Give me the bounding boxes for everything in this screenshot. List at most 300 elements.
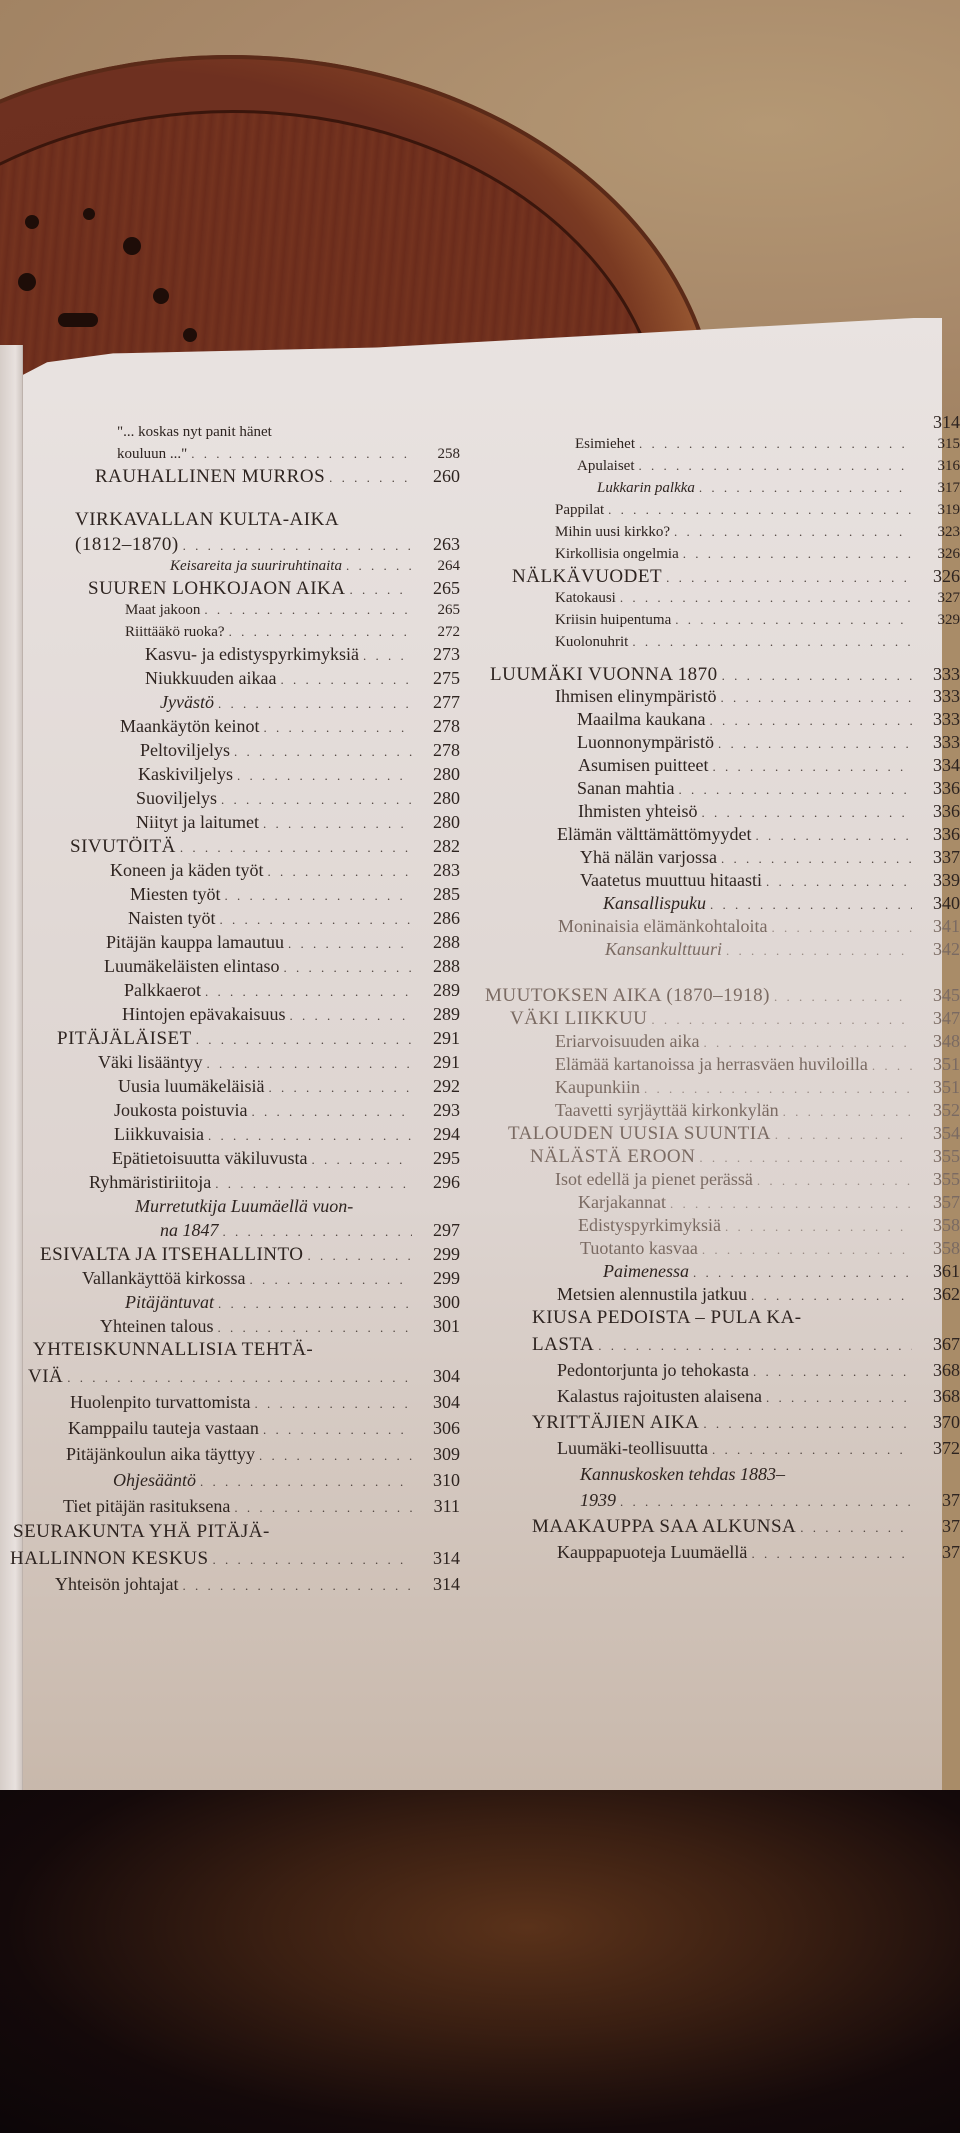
toc-entry-title: Kauppapuoteja Luumäellä: [557, 1542, 748, 1562]
dot-leader: [200, 598, 412, 622]
toc-entry: [55, 1572, 460, 1596]
toc-entry: [95, 464, 460, 488]
toc-entry: [40, 1242, 460, 1266]
toc-entry-title: Maankäytön keinot: [120, 716, 260, 736]
toc-entry-title: Tiet pitäjän rasituksena: [63, 1496, 231, 1516]
book-gutter: [0, 345, 23, 1795]
toc-entry-page: 333: [933, 686, 960, 706]
toc-entry-page: 323: [937, 524, 960, 540]
toc-entry-title: Niukkuuden aikaa: [145, 668, 277, 688]
toc-entry: [114, 1098, 460, 1122]
toc-entry: [578, 1190, 960, 1214]
toc-entry-title: MAAKAUPPA SAA ALKUNSA: [532, 1516, 797, 1537]
toc-entry-title: Kasvu- ja edistyspyrkimyksiä: [145, 644, 359, 664]
toc-entry-title: Yhteinen talous: [100, 1316, 214, 1336]
toc-entry: [532, 1306, 960, 1330]
toc-entry-title: Palkkaerot: [124, 980, 201, 1000]
toc-entry-page: 352: [933, 1100, 960, 1120]
toc-entry: [145, 666, 460, 690]
toc-entry-title: Lukkarin palkka: [597, 480, 695, 496]
toc-entry: [75, 532, 460, 556]
toc-entry-page: 291: [433, 1052, 460, 1072]
toc-entry-page: 357: [933, 1192, 960, 1212]
toc-entry-title: Pitäjän kauppa lamautuu: [106, 932, 284, 952]
toc-entry-title: KIUSA PEDOISTA – PULA KA-: [532, 1307, 802, 1328]
toc-entry: [117, 442, 460, 466]
toc-entry: [145, 642, 460, 666]
toc-entry: [577, 730, 960, 754]
toc-entry-page: 275: [433, 668, 460, 688]
dot-leader: [245, 1268, 412, 1292]
toc-entry: [106, 930, 460, 954]
toc-entry-page: 265: [437, 602, 460, 618]
toc-entry: [580, 845, 960, 869]
toc-entry-page: 297: [433, 1220, 460, 1240]
dot-leader: [192, 1028, 412, 1052]
toc-entry: [578, 1213, 960, 1237]
toc-entry: [125, 598, 460, 622]
toc-entry-title: RAUHALLINEN MURROS: [95, 466, 326, 487]
toc-entry-page: 291: [433, 1028, 460, 1048]
toc-entry: [170, 554, 460, 578]
toc-entry-page: 285: [433, 884, 460, 904]
toc-entry-page: 299: [433, 1244, 460, 1264]
toc-entry-page: 263: [433, 534, 460, 554]
toc-entry-page: 310: [433, 1470, 460, 1490]
dot-leader: [213, 1316, 412, 1340]
toc-entry-title: Taavetti syrjäyttää kirkonkylän: [555, 1100, 779, 1120]
dark-background: [0, 1790, 960, 2133]
toc-entry-title: SEURAKUNTA YHÄ PITÄJÄ-: [13, 1521, 270, 1542]
toc-entry-page: 358: [933, 1215, 960, 1235]
toc-entry-title: Suoviljelys: [136, 788, 218, 808]
toc-entry-title: Yhteisön johtajat: [55, 1574, 179, 1594]
toc-entry: [578, 753, 960, 777]
toc-entry: [70, 834, 460, 858]
toc-entry: [88, 576, 460, 600]
toc-entry: [558, 914, 960, 938]
toc-entry-title: Pitäjäntuvat: [125, 1292, 214, 1312]
toc-entry: [118, 1074, 460, 1098]
toc-entry: [98, 1050, 460, 1074]
toc-entry-title: Pitäjänkoulun aika täyttyy: [66, 1444, 255, 1464]
dot-leader: [221, 884, 413, 908]
toc-entry: [104, 954, 460, 978]
toc-entry-page: 314: [933, 412, 960, 432]
toc-entry-title: Isot edellä ja pienet perässä: [555, 1169, 753, 1189]
toc-entry-title: Sanan mahtia: [577, 778, 675, 798]
toc-entry-title: Riittääkö ruoka?: [125, 624, 225, 640]
toc-entry: [75, 508, 460, 532]
dot-leader: [359, 644, 412, 668]
toc-entry-page: 326: [937, 546, 960, 562]
toc-entry-title: Pedontorjunta jo tehokasta: [557, 1360, 749, 1380]
dot-leader: [233, 764, 412, 788]
toc-entry-title: SIVUTÖITÄ: [70, 836, 176, 857]
toc-entry-title: kouluun ...": [117, 446, 188, 462]
toc-entry-title: Karjakannat: [578, 1192, 666, 1212]
dot-leader: [594, 1334, 912, 1358]
toc-entry-page: 336: [933, 824, 960, 844]
toc-entry-page: 368: [933, 1360, 960, 1380]
toc-entry-page: 351: [933, 1054, 960, 1074]
toc-entry: [100, 1314, 460, 1338]
toc-entry-title: (1812–1870): [75, 534, 179, 555]
toc-entry: [577, 707, 960, 731]
toc-entry: [160, 690, 460, 714]
dot-leader: [216, 908, 413, 932]
toc-entry-title: Väki lisääntyy: [98, 1052, 203, 1072]
toc-entry-title: "... koskas nyt panit hänet: [117, 424, 272, 440]
toc-entry-page: 289: [433, 1004, 460, 1024]
toc-entry-page: 314: [433, 1548, 460, 1568]
wood-hole: [25, 215, 39, 229]
toc-entry: [532, 1410, 960, 1434]
toc-entry: [575, 432, 960, 456]
toc-entry-page: 358: [933, 1238, 960, 1258]
toc-entry-title: Murretutkija Luumäellä vuon-: [135, 1196, 354, 1216]
toc-entry-title: Elämän välttämättömyydet: [557, 824, 752, 844]
dot-leader: [679, 542, 912, 566]
dot-leader: [187, 442, 412, 466]
toc-entry: [113, 1468, 460, 1492]
toc-entry-title: Maailma kaukana: [577, 709, 706, 729]
toc-entry: [555, 520, 960, 544]
dot-leader: [749, 1360, 912, 1384]
toc-entry-page: 351: [933, 1077, 960, 1097]
toc-entry: [13, 1520, 460, 1544]
toc-entry-title: Mihin uusi kirkko?: [555, 524, 670, 540]
toc-entry-page: 258: [437, 446, 460, 462]
toc-entry-title: Pappilat: [555, 502, 605, 518]
toc-entry-page: 288: [433, 956, 460, 976]
dot-leader: [284, 932, 412, 956]
toc-entry-title: PITÄJÄLÄISET: [57, 1028, 192, 1049]
toc-entry-page: 336: [933, 778, 960, 798]
toc-entry: [70, 1390, 460, 1414]
toc-entry-page: 348: [933, 1031, 960, 1051]
toc-entry-page: 306: [433, 1418, 460, 1438]
toc-entry-title: Asumisen puitteet: [578, 755, 709, 775]
toc-entry-page: 292: [433, 1076, 460, 1096]
toc-entry-title: SUUREN LOHKOJAON AIKA: [88, 578, 346, 599]
toc-entry-title: Miesten työt: [130, 884, 221, 904]
dot-leader: [699, 1412, 912, 1436]
toc-entry-title: Luumäkeläisten elintaso: [104, 956, 280, 976]
toc-entry-title: Luumäki-teollisuutta: [557, 1438, 708, 1458]
toc-entry: [578, 799, 960, 823]
dot-leader: [307, 1148, 412, 1172]
toc-entry-title: Uusia luumäkeläisiä: [118, 1076, 265, 1096]
dot-leader: [230, 1496, 412, 1520]
toc-entry: [580, 868, 960, 892]
toc-entry-title: Kuolonuhrit: [555, 634, 629, 650]
toc-entry-title: LASTA: [532, 1334, 595, 1355]
toc-entry: [557, 1436, 960, 1460]
dot-leader: [747, 1542, 912, 1566]
dot-leader: [178, 1574, 412, 1598]
toc-entry-page: 329: [937, 612, 960, 628]
dot-leader: [325, 466, 412, 490]
toc-entry-title: Jyvästö: [160, 692, 214, 712]
toc-entry: [112, 1146, 460, 1170]
toc-entry: [580, 1462, 960, 1486]
toc-entry-title: Kalastus rajoitusten alaisena: [557, 1386, 762, 1406]
dot-leader: [201, 980, 412, 1004]
toc-entry-title: TALOUDEN UUSIA SUUNTIA: [508, 1123, 771, 1144]
toc-entry-title: LUUMÄKI VUONNA 1870: [490, 664, 718, 685]
dot-leader: [303, 1244, 412, 1268]
toc-entry-title: Niityt ja laitumet: [136, 812, 259, 832]
dot-leader: [217, 788, 412, 812]
toc-entry-page: 278: [433, 740, 460, 760]
toc-entry-page: 304: [433, 1392, 460, 1412]
toc-entry: [557, 1540, 960, 1564]
toc-entry-title: Koneen ja käden työt: [110, 860, 264, 880]
toc-entry-title: Apulaiset: [577, 458, 635, 474]
toc-entry-title: Vallankäyttöä kirkossa: [82, 1268, 246, 1288]
toc-entry-page: 362: [933, 1284, 960, 1304]
toc-entry-page: 311: [433, 1496, 460, 1516]
toc-entry: [555, 1167, 960, 1191]
toc-entry-page: 37: [942, 1542, 960, 1562]
toc-entry: [136, 786, 460, 810]
dot-leader: [219, 1220, 413, 1244]
dot-leader: [211, 1172, 412, 1196]
toc-entry-page: 319: [937, 502, 960, 518]
toc-entry: [555, 586, 960, 610]
toc-entry-page: 315: [937, 436, 960, 452]
toc-entry: [555, 1075, 960, 1099]
toc-entry-title: Peltoviljelys: [140, 740, 230, 760]
toc-entry: [580, 1236, 960, 1260]
dot-leader: [279, 956, 412, 980]
toc-entry-page: 37: [942, 1490, 960, 1510]
dot-leader: [762, 1386, 912, 1410]
dot-leader: [263, 860, 412, 884]
toc-entry-title: Epätietoisuutta väkiluvusta: [112, 1148, 308, 1168]
toc-entry: [470, 410, 960, 434]
toc-entry-page: 288: [433, 932, 460, 952]
toc-entry-title: Tuotanto kasvaa: [580, 1238, 698, 1258]
toc-entry-page: 280: [433, 764, 460, 784]
toc-entry-title: MUUTOKSEN AIKA (1870–1918): [485, 985, 770, 1006]
toc-entry-title: na 1847: [160, 1220, 219, 1240]
toc-entry-page: 286: [433, 908, 460, 928]
toc-entry-page: 355: [933, 1169, 960, 1189]
toc-entry: [555, 608, 960, 632]
dot-leader: [796, 1516, 912, 1540]
toc-entry-page: 334: [933, 755, 960, 775]
toc-entry-title: Metsien alennustila jatkuu: [557, 1284, 747, 1304]
toc-entry-title: VIRKAVALLAN KULTA-AIKA: [75, 509, 340, 530]
toc-entry: [580, 1488, 960, 1512]
toc-entry-page: 345: [933, 985, 960, 1005]
toc-entry: [89, 1170, 460, 1194]
toc-entry-title: Kaskiviljelys: [138, 764, 233, 784]
toc-entry-title: Luonnonympäristö: [577, 732, 714, 752]
toc-entry-page: 265: [433, 578, 460, 598]
toc-entry-title: Kriisin huipentuma: [555, 612, 672, 628]
toc-entry-page: 289: [433, 980, 460, 1000]
dot-leader: [196, 1470, 412, 1494]
toc-entry-title: 1939: [580, 1490, 616, 1510]
toc-entry-title: Maat jakoon: [125, 602, 201, 618]
toc-entry-page: 361: [933, 1261, 960, 1281]
toc-entry-title: VÄKI LIIKKUU: [510, 1008, 648, 1029]
dot-leader: [747, 1284, 912, 1308]
dot-leader: [225, 620, 412, 644]
toc-entry: [125, 620, 460, 644]
toc-entry: [128, 906, 460, 930]
toc-entry: [555, 630, 960, 654]
toc-entry-page: 260: [433, 466, 460, 486]
toc-entry: [577, 454, 960, 478]
toc-entry-title: Kannuskosken tehdas 1883–: [580, 1464, 785, 1484]
toc-entry: [555, 542, 960, 566]
dot-leader: [635, 454, 913, 478]
toc-entry: [557, 1384, 960, 1408]
toc-entry-page: 300: [433, 1292, 460, 1312]
toc-entry-title: Edistyspyrkimyksiä: [578, 1215, 721, 1235]
toc-entry: [555, 1029, 960, 1053]
toc-entry-page: 333: [933, 732, 960, 752]
dot-leader: [722, 939, 912, 963]
toc-entry-title: Kaupunkiin: [555, 1077, 640, 1097]
toc-entry: [510, 1006, 960, 1030]
toc-entry: [68, 1416, 460, 1440]
toc-entry-title: Ihmisen elinympäristö: [555, 686, 717, 706]
toc-entry: [136, 810, 460, 834]
toc-entry: [122, 1002, 460, 1026]
toc-entry: [597, 476, 960, 500]
toc-entry: [530, 1144, 960, 1168]
toc-entry: [557, 1358, 960, 1382]
dot-leader: [230, 740, 412, 764]
toc-entry-page: 272: [437, 624, 460, 640]
toc-entry: [124, 978, 460, 1002]
dot-leader: [708, 1438, 912, 1462]
toc-entry-page: 304: [433, 1366, 460, 1386]
toc-entry: [532, 1332, 960, 1356]
toc-entry-page: 283: [433, 860, 460, 880]
toc-entry-title: Liikkuvaisia: [114, 1124, 204, 1144]
toc-entry-page: 295: [433, 1148, 460, 1168]
toc-entry: [603, 1259, 960, 1283]
toc-entry: [82, 1266, 460, 1290]
dot-leader: [250, 1392, 412, 1416]
toc-entry-page: 342: [933, 939, 960, 959]
toc-entry-page: 337: [933, 847, 960, 867]
toc-entry-title: Yhä nälän varjossa: [580, 847, 717, 867]
toc-entry: [140, 738, 460, 762]
toc-entry-page: 372: [933, 1438, 960, 1458]
toc-entry: [555, 1052, 960, 1076]
dot-leader: [255, 1444, 412, 1468]
toc-entry-title: VIÄ: [28, 1366, 64, 1387]
toc-entry-title: Esimiehet: [575, 436, 635, 452]
toc-entry-page: 326: [933, 566, 960, 586]
toc-entry-title: NÄLKÄVUODET: [512, 566, 663, 587]
wood-hole: [123, 237, 141, 255]
toc-entry: [485, 983, 960, 1007]
toc-entry-title: Hintojen epävakaisuus: [122, 1004, 286, 1024]
toc-entry-title: NÄLÄSTÄ EROON: [530, 1146, 696, 1167]
toc-entry-page: 333: [933, 664, 960, 684]
toc-entry-page: 339: [933, 870, 960, 890]
toc-entry-title: ESIVALTA JA ITSEHALLINTO: [40, 1244, 304, 1265]
toc-entry-page: 293: [433, 1100, 460, 1120]
dot-leader: [342, 554, 412, 578]
toc-entry-page: 367: [933, 1334, 960, 1354]
toc-entry-page: 301: [433, 1316, 460, 1336]
toc-entry-page: 280: [433, 788, 460, 808]
toc-entry: [28, 1364, 460, 1388]
toc-entry-page: 354: [933, 1123, 960, 1143]
dot-leader: [214, 1292, 412, 1316]
toc-entry-title: Kansallispuku: [603, 893, 707, 913]
toc-entry-title: Kamppailu tauteja vastaan: [68, 1418, 259, 1438]
toc-entry: [63, 1494, 460, 1518]
toc-entry-page: 278: [433, 716, 460, 736]
toc-entry-title: Eriarvoisuuden aika: [555, 1031, 700, 1051]
toc-entry-page: 317: [937, 480, 960, 496]
dot-leader: [176, 836, 412, 860]
toc-entry-page: 296: [433, 1172, 460, 1192]
toc-entry: [110, 858, 460, 882]
wood-hole: [18, 273, 36, 291]
toc-entry: [555, 498, 960, 522]
toc-entry: [125, 1290, 460, 1314]
dot-leader: [259, 1418, 412, 1442]
toc-entry: [57, 1026, 460, 1050]
toc-entry-page: 280: [433, 812, 460, 832]
dot-leader: [695, 476, 912, 500]
dot-leader: [209, 1548, 412, 1572]
toc-entry-title: Elämää kartanoissa ja herrasväen huviloilla: [555, 1054, 868, 1074]
toc-entry-title: Ihmisten yhteisö: [578, 801, 698, 821]
toc-entry-page: 314: [433, 1574, 460, 1594]
toc-entry: [66, 1442, 460, 1466]
dot-leader: [628, 630, 912, 654]
toc-entry: [160, 1218, 460, 1242]
toc-entry: [10, 1546, 460, 1570]
dot-leader: [204, 1124, 412, 1148]
toc-entry-page: 264: [437, 558, 460, 574]
dot-leader: [248, 1100, 413, 1124]
toc-entry-title: Paimenessa: [603, 1261, 689, 1281]
toc-entry: [512, 564, 960, 588]
toc-entry: [138, 762, 460, 786]
toc-entry-page: 282: [433, 836, 460, 856]
toc-entry-title: Vaatetus muuttuu hitaasti: [580, 870, 762, 890]
wood-hole: [183, 328, 197, 342]
toc-entry-title: Ryhmäristiriitoja: [89, 1172, 212, 1192]
toc-entry: [555, 1098, 960, 1122]
toc-entry-title: HALLINNON KESKUS: [10, 1548, 209, 1569]
dot-leader: [259, 716, 412, 740]
toc-entry-title: Huolenpito turvattomista: [70, 1392, 251, 1412]
toc-entry: [490, 662, 960, 686]
toc-entry-page: 327: [937, 590, 960, 606]
toc-entry-page: 347: [933, 1008, 960, 1028]
wood-hole: [83, 208, 95, 220]
dot-leader: [259, 812, 412, 836]
toc-entry: [532, 1514, 960, 1538]
toc-entry-page: 299: [433, 1268, 460, 1288]
dot-leader: [604, 498, 912, 522]
toc-entry-page: 333: [933, 709, 960, 729]
